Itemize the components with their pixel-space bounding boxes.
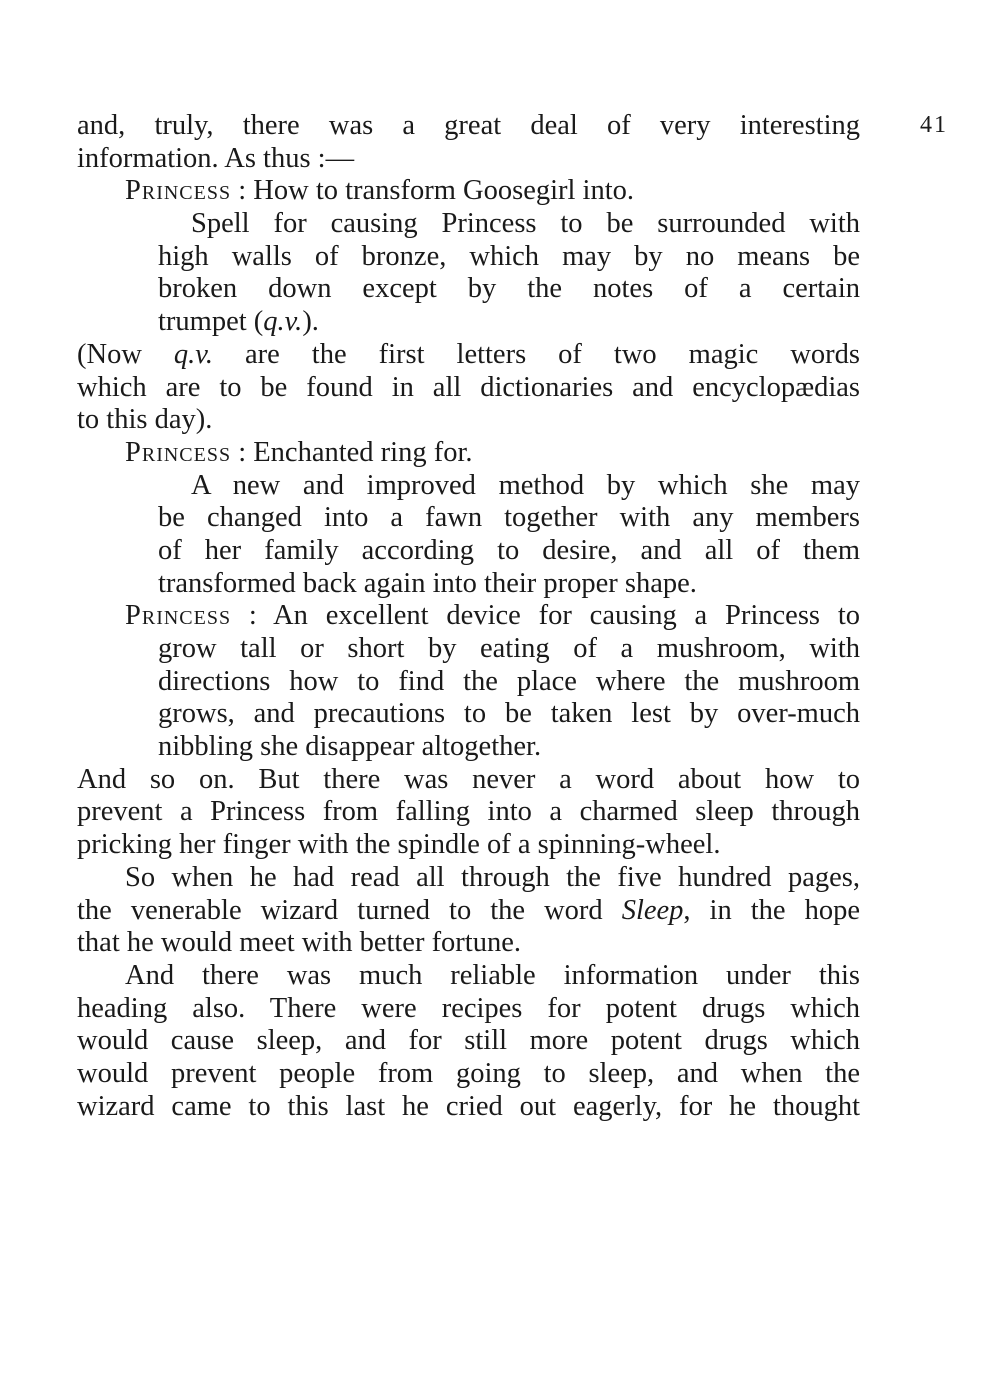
text-line: And so on. But there was never a word about how to bbox=[77, 763, 860, 795]
body-text bbox=[77, 110, 860, 1123]
entry-heading bbox=[77, 600, 860, 633]
text-line: So when he had read all through the five hundred pages, bbox=[125, 861, 860, 893]
text-line: (Now q.v. are the first letters of two magic words bbox=[77, 338, 860, 370]
italic-text: q.v. bbox=[173, 338, 213, 370]
text-line: nibbling she disappear altogether. bbox=[158, 731, 542, 763]
text-line: prevent a Princess from falling into a charmed sleep through bbox=[77, 796, 860, 828]
text-line: would prevent people from going to sleep, and when the bbox=[77, 1057, 860, 1089]
text-line: information. As thus :— bbox=[77, 142, 355, 174]
text-line: transformed back again into their proper shape. bbox=[158, 567, 697, 599]
text-line: to this day). bbox=[77, 404, 213, 436]
entry-heading-text: : An excellent device for causing a Princess to bbox=[231, 600, 860, 632]
text-line: of her family according to desire, and all of them bbox=[158, 534, 860, 566]
text-line: And there was much reliable information under this bbox=[125, 959, 860, 991]
text-line: be changed into a fawn together with any members bbox=[158, 502, 860, 534]
entry-label: Princess bbox=[125, 436, 232, 468]
text-line: broken down except by the notes of a certain bbox=[158, 273, 860, 305]
text-line: which are to be found in all dictionaries and encyclopædias bbox=[77, 371, 860, 403]
entry-heading-text: : Enchanted ring for. bbox=[231, 436, 473, 468]
text-line: trumpet (q.v.). bbox=[158, 306, 319, 338]
entry-heading bbox=[77, 437, 860, 470]
text-line: grow tall or short by eating of a mushroom, with bbox=[158, 633, 860, 664]
entry-heading-text: : How to transform Goosegirl into. bbox=[231, 175, 635, 207]
text-line: and, truly, there was a great deal of very interesting bbox=[77, 110, 860, 141]
text-line: the venerable wizard turned to the word Sleep, in the hope bbox=[77, 894, 861, 926]
italic-text: Sleep bbox=[621, 894, 684, 926]
italic-text: q.v. bbox=[263, 306, 303, 338]
page-number: 41 bbox=[920, 112, 948, 138]
text-line: heading also. There were recipes for potent drugs which bbox=[77, 992, 860, 1024]
text-line: directions how to find the place where the mushroom bbox=[158, 665, 860, 697]
text-line: high walls of bronze, which may by no means be bbox=[158, 240, 860, 272]
text-line: wizard came to this last he cried out eagerly, for he thought bbox=[77, 1090, 860, 1122]
text-line: that he would meet with better fortune. bbox=[77, 927, 521, 959]
text-line: grows, and precautions to be taken lest by over-much bbox=[158, 698, 860, 730]
entry-label: Princess bbox=[125, 175, 232, 207]
text-line: pricking her finger with the spindle of a spinning-wheel. bbox=[77, 829, 721, 861]
text-line: Spell for causing Princess to be surrounded with bbox=[191, 208, 860, 240]
text-line: would cause sleep, and for still more potent drugs which bbox=[77, 1025, 860, 1057]
entry-label: Princess bbox=[125, 600, 232, 632]
entry-heading bbox=[77, 175, 860, 208]
text-line: A new and improved method by which she may bbox=[191, 469, 860, 501]
